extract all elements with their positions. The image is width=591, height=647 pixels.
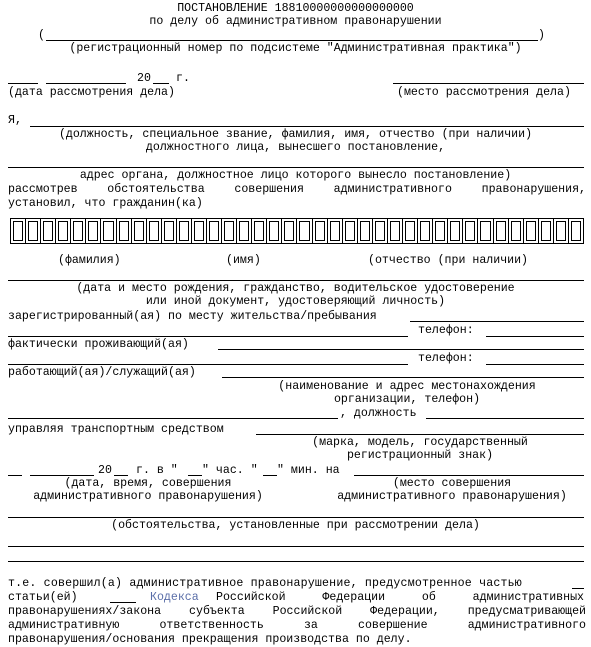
position-label: , должность [340,407,417,420]
name-cell-inner [209,221,219,241]
name-cell-inner [496,221,506,241]
name-cell-inner [390,221,400,241]
circumstances-field-1[interactable] [8,517,584,518]
vehicle-label-1: (марка, модель, государственный [312,436,528,449]
name-cell-inner [13,221,23,241]
considered-line-2: установил, что гражданин(ка) [8,197,203,210]
place-field[interactable] [393,83,584,84]
name-cell[interactable] [266,218,281,244]
name-cell[interactable] [296,218,311,244]
name-cell-inner [571,221,581,241]
viol-hours-label: " час. " [202,464,258,477]
viol-mid: г. в " [136,464,178,477]
name-cell-inner [103,221,113,241]
viol-year-prefix: 20 [98,464,112,477]
name-cell[interactable] [493,218,508,244]
name-cell[interactable] [281,218,296,244]
birth-label-2: или иной документ, удостоверяющий личность) [145,295,446,308]
actual-label: фактически проживающий(ая) [8,338,189,351]
place-label: (место рассмотрения дела) [397,86,571,99]
name-cell-inner [269,221,279,241]
day-field[interactable] [8,83,38,84]
name-cell[interactable] [508,218,523,244]
name-cell[interactable] [146,218,161,244]
considered-line-1: рассмотрев обстоятельства совершения административного правонарушения, [8,183,586,196]
name-cell-inner [315,221,325,241]
name-cell[interactable] [538,218,553,244]
name-cell-inner [330,221,340,241]
name-cell-inner [43,221,53,241]
name-cell-inner [465,221,475,241]
registered-label: зарегистрированный(ая) по месту жительства/пребывания [8,310,377,323]
name-cell[interactable] [176,218,191,244]
name-cell[interactable] [523,218,538,244]
phone-label-2: телефон: [418,352,474,365]
name-cell[interactable] [85,218,100,244]
name-cell[interactable] [417,218,432,244]
conclusion-line-2: Российской Федерации об административных [216,591,584,604]
viol-label-left-2: административного правонарушения) [33,490,263,503]
name-cell-inner [73,221,83,241]
name-cell-inner [194,221,204,241]
name-cell[interactable] [568,218,584,244]
name-cell-inner [119,221,129,241]
code-link[interactable]: Кодекса [150,591,199,604]
driving-label: управляя транспортным средством [8,423,224,436]
name-cell-inner [299,221,309,241]
org-label-1: (наименование и адрес местонахождения [278,380,536,393]
name-cell-inner [164,221,174,241]
name-cell-inner [239,221,249,241]
reg-paren-open: ( [38,29,45,42]
phone-label-1: телефон: [418,324,474,337]
viol-year-field[interactable] [114,475,128,476]
actual-field-1[interactable] [218,349,584,350]
viol-month-field[interactable] [30,475,94,476]
name-cell-inner [58,221,68,241]
name-cell-inner [360,221,370,241]
name-cell[interactable] [432,218,447,244]
birth-field[interactable] [8,280,584,281]
vehicle-field[interactable] [256,434,584,435]
name-cell-inner [254,221,264,241]
circumstances-field-2[interactable] [8,546,584,547]
name-cell-inner [526,221,536,241]
birth-label-1: (дата и место рождения, гражданство, водительское удостоверение [76,282,515,295]
name-cell[interactable] [312,218,327,244]
actual-field-2[interactable] [8,364,408,365]
viol-day-field[interactable] [8,475,22,476]
year-prefix: 20 [137,72,151,85]
name-cell[interactable] [327,218,342,244]
official-field[interactable] [30,126,584,127]
reg-paren-close: ) [538,29,545,42]
article-label: статьи(ей) [8,591,78,604]
name-cell-inner [284,221,294,241]
name-cell-inner [511,221,521,241]
org-label-2: организации, телефон) [333,393,481,406]
name-cell[interactable] [10,218,25,244]
name-cell-inner [28,221,38,241]
name-cell[interactable] [116,218,131,244]
name-cell[interactable] [161,218,176,244]
name-cell[interactable] [100,218,115,244]
name-cell-inner [179,221,189,241]
org-field[interactable] [8,418,338,419]
conclusion-line-3: правонарушениях/закона субъекта Российской Федерации, предусматривающей [8,605,586,618]
authority-field[interactable] [8,167,584,168]
works-label: работающий(ая)/служащий(ая) [8,366,196,379]
name-cell[interactable] [70,218,85,244]
name-cell-inner [480,221,490,241]
name-cell[interactable] [236,218,251,244]
name-cell-inner [224,221,234,241]
phone-field-2[interactable] [486,364,584,365]
name-cell[interactable] [402,218,417,244]
name-cell-inner [541,221,551,241]
viol-label-right-2: административного правонарушения) [337,490,567,503]
date-label: (дата рассмотрения дела) [8,86,175,99]
name-cell[interactable] [357,218,372,244]
circumstances-label: (обстоятельства, установленные при рассмотрении дела) [111,519,480,532]
name-cell[interactable] [251,218,266,244]
name-cell[interactable] [191,218,206,244]
official-label-1: (должность, специальное звание, фамилия, имя, отчество (при наличии) [58,128,533,141]
registered-field-2[interactable] [8,336,408,337]
conclusion-line-5: правонарушения/основания прекращения производства по делу. [8,633,412,646]
name-cells[interactable] [10,218,584,244]
patronymic-label: (отчество (при наличии) [368,254,529,267]
circumstances-field-3[interactable] [8,561,584,562]
phone-field-1[interactable] [486,336,584,337]
name-cell-inner [88,221,98,241]
viol-label-left-1: (дата, время, совершения [64,477,232,490]
name-cell-inner [420,221,430,241]
name-cell[interactable] [131,218,146,244]
document-subtitle: по делу об административном правонарушении [149,15,442,28]
registered-field-1[interactable] [410,321,584,322]
name-cell-inner [149,221,159,241]
official-label-2: должностного лица, вынесшего постановление, [145,141,446,154]
document-title: ПОСТАНОВЛЕНИЕ 18810000000000000000 [177,2,414,15]
name-cell-inner [375,221,385,241]
surname-label: (фамилия) [58,254,121,267]
viol-minutes-label: " мин. на [277,464,340,477]
vehicle-label-2: регистрационный знак) [346,449,494,462]
viol-label-right-1: (место совершения [392,477,512,490]
name-cell[interactable] [553,218,568,244]
month-field[interactable] [46,83,126,84]
name-cell[interactable] [342,218,357,244]
works-field[interactable] [222,377,584,378]
name-cell[interactable] [477,218,492,244]
name-cell-inner [556,221,566,241]
viol-minutes-field[interactable] [263,475,277,476]
viol-hours-field[interactable] [188,475,202,476]
year-suffix: г. [176,72,190,85]
reg-number-field[interactable] [46,40,538,41]
year-field[interactable] [153,83,169,84]
article-field[interactable] [110,602,136,603]
reg-number-label: (регистрационный номер по подсистеме "Административная практика") [69,42,522,55]
name-cell[interactable] [462,218,477,244]
name-cell[interactable] [25,218,40,244]
name-cell-inner [345,221,355,241]
name-cell-inner [450,221,460,241]
position-field[interactable] [426,418,584,419]
name-cell[interactable] [206,218,221,244]
name-cell-inner [134,221,144,241]
name-cell[interactable] [40,218,55,244]
name-cell-inner [435,221,445,241]
name-cell[interactable] [387,218,402,244]
name-label: (имя) [226,254,261,267]
part-field[interactable] [572,588,584,589]
conclusion-line-1: т.е. совершил(а) административное правонарушение, предусмотренное частью [8,577,522,590]
name-cell-inner [405,221,415,241]
conclusion-line-4: административную ответственность за совершение административного [8,619,586,632]
name-cell[interactable] [55,218,70,244]
name-cell[interactable] [372,218,387,244]
ya-label: Я, [8,114,22,127]
viol-place-field[interactable] [354,475,584,476]
authority-label: адрес органа, должностное лицо которого вынесло постановление) [79,169,512,182]
name-cell[interactable] [221,218,236,244]
name-cell[interactable] [447,218,462,244]
